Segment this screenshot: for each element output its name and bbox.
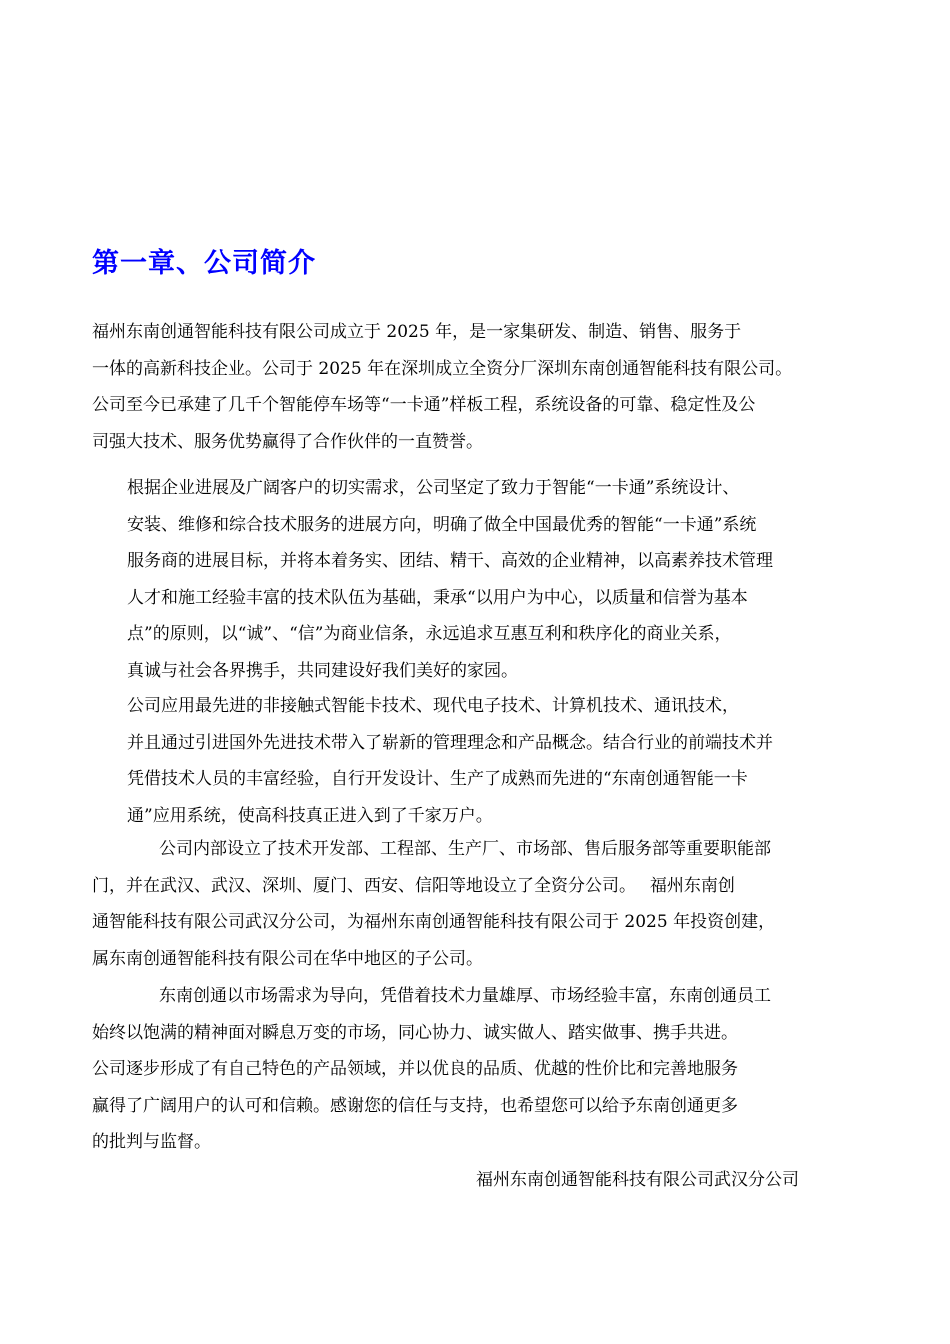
text-line: 司强大技术、服务优势赢得了合作伙伴的一直赞誉。 <box>92 431 483 452</box>
text-line: 始终以饱满的精神面对瞬息万变的市场，同心协力、诚实做人、踏实做事、携手共进。 <box>92 1022 738 1043</box>
chapter-title: 第一章、公司简介 <box>92 248 316 279</box>
paragraph-organization <box>92 831 775 977</box>
text-line: 公司至今已承建了几千个智能停车场等“一卡通”样板工程，系统设备的可靠、稳定性及公 <box>92 395 756 415</box>
paragraph-company-founding <box>92 314 792 460</box>
text-line: 福州东南创通智能科技有限公司成立于 2025 年，是一家集研发、制造、销售、服务于 <box>92 322 742 342</box>
text-line: 通智能科技有限公司武汉分公司，为福州东南创通智能科技有限公司于 2025 年投资创建， <box>92 912 776 932</box>
text-line: 的批判与监督。 <box>92 1132 211 1152</box>
company-signature: 福州东南创通智能科技有限公司武汉分公司 <box>476 1170 799 1190</box>
text-line: 安装、维修和综合技术服务的进展方向，明确了做全中国最优秀的智能“一卡通”系统 <box>127 514 757 535</box>
paragraph-development-goals <box>127 470 773 689</box>
paragraph-market-orientation <box>92 978 771 1161</box>
text-line: 人才和施工经验丰富的技术队伍为基础，秉承“以用户为中心，以质量和信誉为基本 <box>127 587 748 608</box>
text-line: 赢得了广阔用户的认可和信赖。感谢您的信任与支持，也希望您可以给予东南创通更多 <box>92 1095 738 1116</box>
text-line: 并且通过引进国外先进技术带入了崭新的管理理念和产品概念。结合行业的前端技术并 <box>127 732 773 753</box>
text-line: 根据企业进展及广阔客户的切实需求，公司坚定了致力于智能“一卡通”系统设计、 <box>127 478 740 498</box>
text-line: 通”应用系统，使高科技真正进入到了千家万户。 <box>127 805 493 826</box>
text-line: 公司内部设立了技术开发部、工程部、生产厂、市场部、售后服务部等重要职能部 <box>159 839 771 859</box>
text-line: 点”的原则，以“诚”、“信”为商业信条，永远追求互惠互利和秩序化的商业关系， <box>127 624 732 644</box>
text-line: 公司应用最先进的非接触式智能卡技术、现代电子技术、计算机技术、通讯技术， <box>127 696 739 716</box>
text-line: 公司逐步形成了有自己特色的产品领域，并以优良的品质、优越的性价比和完善地服务 <box>92 1059 738 1079</box>
text-line: 门，并在武汉、武汉、深圳、厦门、西安、信阳等地设立了全资分公司。 福州东南创 <box>92 875 735 896</box>
text-line: 东南创通以市场需求为导向，凭借着技术力量雄厚、市场经验丰富，东南创通员工 <box>159 986 771 1006</box>
text-line: 真诚与社会各界携手，共同建设好我们美好的家园。 <box>127 660 518 681</box>
text-line: 凭借技术人员的丰富经验，自行开发设计、生产了成熟而先进的“东南创通智能一卡 <box>127 769 748 789</box>
text-line: 属东南创通智能科技有限公司在华中地区的子公司。 <box>92 948 483 969</box>
text-line: 服务商的进展目标，并将本着务实、团结、精干、高效的企业精神，以高素养技术管理 <box>127 551 773 571</box>
text-line: 一体的高新科技企业。公司于 2025 年在深圳成立全资分厂深圳东南创通智能科技有限公司。 <box>92 358 793 379</box>
paragraph-technology <box>127 688 773 834</box>
